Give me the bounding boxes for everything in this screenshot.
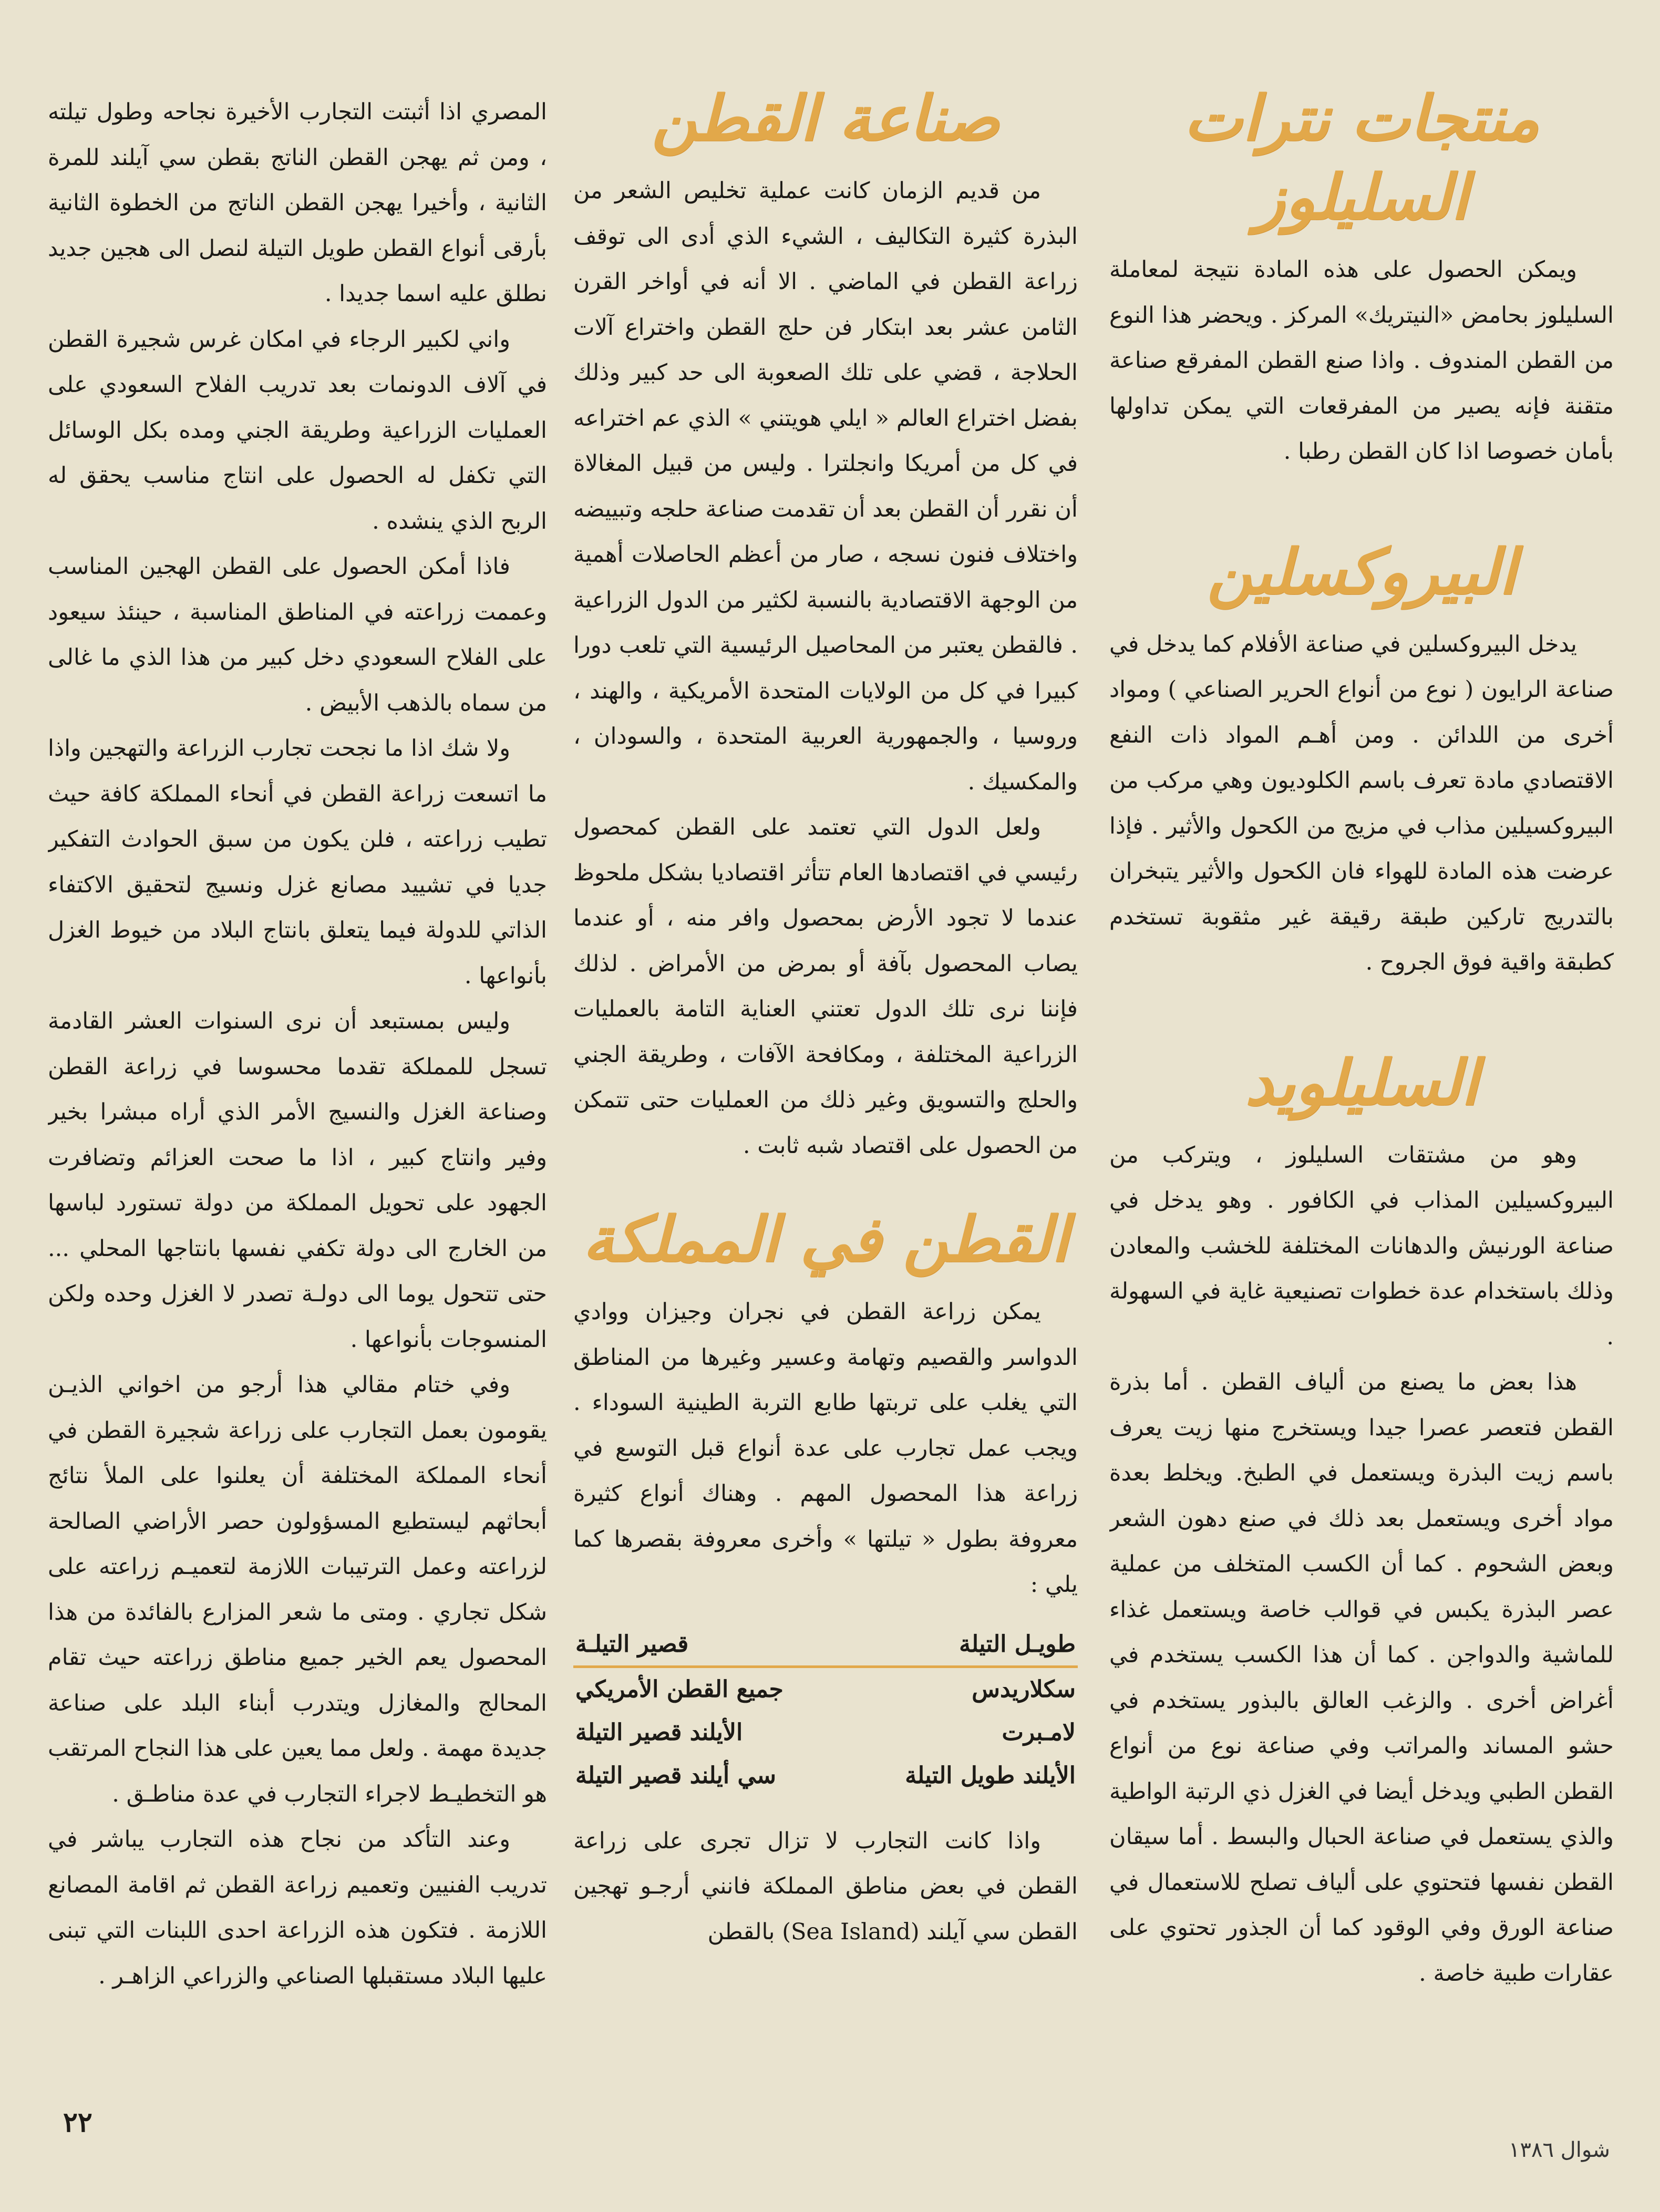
paragraph: وفي ختام مقالي هذا أرجو من اخواني الذيـن يقومون بعمل التجارب على زراعة شجيرة القطن في أنحاء المملكة المختلفة أن يعلنوا على الملأ نتائج أبحاثهم ليستطيع المسؤولون حصر الأراضي الصالحة لزراعته وعمل الترتيبات اللازمة لتعميـم زراعته على شكل تجاري . ومتى ما شعر المزارع بالفائدة من هذا المحصول يعم الخير جميع مناطق زراعته حيث تقام المحالج والمغازل ويتدرب أبناء البلد على صناعة جديدة مهمة . ولعل مما يعين على هذا النجاح المرتقب هو التخطيـط لاجراء التجارب في عدة مناطـق . [48,1372,547,1807]
paragraph: فاذا أمكن الحصول على القطن الهجين المناسب وعممت زراعته في المناطق المناسبة ، حينئذ سيعود على الفلاح السعودي دخل كبير من هذا الذي ما غالى من سماه بالذهب الأبيض . [48,553,547,716]
table-cell: سي أيلند قصير التيلة [575,1762,776,1789]
paragraph: يدخل البيروكسلين في صناعة الأفلام كما يدخل في صناعة الرايون ( نوع من أنواع الحرير الصناعي ) ومواد أخرى من اللدائن . ومن أهـم المواد ذات النفع الاقتصادي مادة تعرف باسم الكلوديون وهي مركب من البيروكسيلين مذاب في مزيج من الكحول والأثير . فإذا عرضت هذه المادة للهواء فان الكحول والأثير يتبخران بالتدريج تاركين طبقة رقيقة غير مثقوبة تستخدم كطبقة واقية فوق الجروح . [1109,631,1614,975]
table-header-short-staple: قصير التيلـة [575,1630,689,1658]
table-cell: جميع القطن الأمريكي [575,1675,783,1703]
table-cell: سكلاريدس [972,1675,1076,1703]
heading-nitrocellulose-products: منتجات نترات السليلوز [1183,89,1540,233]
table-row [573,1666,1078,1711]
column-left [48,89,547,2091]
paragraph: واذا كانت التجارب لا تزال تجرى على زراعة القطن في بعض مناطق المملكة فانني أرجـو تهجين القطن سي آيلند (Sea Island) بالقطن [573,1827,1078,1945]
paragraph: من قديم الزمان كانت عملية تخليص الشعر من البذرة كثيرة التكاليف ، الشيء الذي أدى الى توقف زراعة القطن في الماضي . الا أنه في أواخر القرن الثامن عشر بعد ابتكار فن حلج القطن واختراع آلات الحلاجة ، قضي على تلك الصعوبة الى حد كبير وذلك بفضل اختراع العالم « ايلي هويتني » الذي عم اختراعه في كل من أمريكا وانجلترا . وليس من قبيل المغالاة أن نقرر أن القطن بعد أن تقدمت صناعة حلجه وتبييضه واختلاف فنون نسجه ، صار من أعظم الحاصلات أهمية من الوجهة الاقتصادية بالنسبة لكثير من الدول الزراعية . فالقطن يعتبر من المحاصيل الرئيسية التي تلعب دورا كبيرا في كل من الولايات المتحدة الأمريكية ، والهند ، وروسيا ، والجمهورية العربية المتحدة ، والسودان ، والمكسيك . [573,178,1078,795]
table-row [573,1754,1078,1797]
heading-celluloid: السليلويد [1245,1045,1478,1119]
column-right [1109,89,1614,2091]
paragraph: واني لكبير الرجاء في امكان غرس شجيرة القطن في آلاف الدونمات بعد تدريب الفلاح السعودي على العمليات الزراعية وطريقة الجني ومده بكل الوسائل التي تكفل له الحصول على انتاج مناسب يحقق له الربح الذي ينشده . [48,326,547,534]
paragraph: وليس بمستبعد أن نرى السنوات العشر القادمة تسجل للمملكة تقدما محسوسا في زراعة القطن وصناعة الغزل والنسيج الأمر الذي أراه مبشرا بخير وفير وانتاج كبير ، اذا ما صحت العزائم وتضافرت الجهود على تحويل المملكة من دولة تستورد لباسها من الخارج الى دولة تكفي نفسها بانتاجها المحلي ... حتى تتحول يوما الى دولـة تصدر لا الغزل وحده ولكن المنسوجات بأنواعها . [48,1008,547,1353]
paragraph: وهو من مشتقات السليلوز ، ويتركب من البيروكسيلين المذاب في الكافور . وهو يدخل في صناعة الورنيش والدهانات المختلفة للخشب والمعادن وذلك باستخدام عدة خطوات تصنيعية غاية في السهولة . [1109,1141,1614,1350]
table-cell: لامـبرت [1002,1719,1076,1746]
paragraph: هذا بعض ما يصنع من ألياف القطن . أما بذرة القطن فتعصر عصرا جيدا ويستخرج منها زيت يعرف باسم زيت البذرة ويستعمل في الطبخ. ويخلط بعدة مواد أخرى ويستعمل بعد ذلك في صنع دهون الشعر وبعض الشحوم . كما أن الكسب المتخلف من عملية عصر البذرة يكبس في قوالب خاصة ويستعمل غذاء للماشية والدواجن . كما أن هذا الكسب يستخدم في أغراض أخرى . والزغب العالق بالبذور يستخدم في حشو المساند والمراتب وفي صناعة نوع من أنواع القطن الطبي ويدخل أيضا في الغزل ذي الرتبة الواطية والذي يستعمل في صناعة الحبال والبسط . أما سيقان القطن نفسها فتحتوي على ألياف تصلح للاستعمال في صناعة الورق وفي الوقود كما أن الجذور تحتوي على عقارات طبية خاصة . [1109,1369,1614,1987]
issue-date: شوال ١٣٨٦ [1508,2138,1610,2162]
heading-pyroxylin: البيروكسلين [1207,534,1516,608]
paragraph: ويمكن الحصول على هذه المادة نتيجة لمعاملة السليلوز بحامض «النيتريك» المركز . ويحضر هذا النوع من القطن المندوف . واذا صنع القطن المفرقع صناعة متقنة فإنه يصير من المفرقعات التي يمكن تداولها بأمان خصوصا اذا كان القطن رطبا . [1109,256,1614,465]
paragraph: ولا شك اذا ما نجحت تجارب الزراعة والتهجين واذا ما اتسعت زراعة القطن في أنحاء المملكة كافة حيث تطيب زراعته ، فلن يكون من سبق الحوادث التفكير جديا في تشييد مصانع غزل ونسيج لتحقيق الاكتفاء الذاتي للدولة فيما يتعلق بانتاج البلاد من خيوط الغزل بأنواعها . [48,735,547,989]
heading-cotton-industry: صناعة القطن [652,89,999,155]
paragraph: وعند التأكد من نجاح هذه التجارب يباشر في تدريب الفنيين وتعميم زراعة القطن ثم اقامة المصانع اللازمة . فتكون هذه الزراعة احدى اللبنات التي تبنى عليها البلاد مستقبلها الصناعي والزراعي الزاهـر . [48,1826,547,1989]
column-middle [573,89,1078,2091]
paragraph: المصري اذا أثبتت التجارب الأخيرة نجاحه وطول تيلته ، ومن ثم يهجن القطن الناتج بقطن سي آيلند للمرة الثانية ، وأخيرا يهجن القطن الناتج من الخطوة الثانية بأرقى أنواع القطن طويل التيلة لنصل الى هجين جديد نطلق عليه اسما جديدا . [48,99,547,307]
table-header-long-staple: طويـل التيلة [959,1630,1076,1658]
table-cell: الأيلند قصير التيلة [575,1719,743,1746]
cotton-varieties-table [573,1623,1078,1797]
table-cell: الأيلند طويل التيلة [905,1762,1076,1789]
page-number: ٢٢ [63,2106,92,2138]
paragraph: يمكن زراعة القطن في نجران وجيزان ووادي الدواسر والقصيم وتهامة وعسير وغيرها من المناطق التي يغلب على تربتها طابع التربة الطينية السوداء . ويجب عمل تجارب على عدة أنواع قبل التوسع في زراعة هذا المحصول المهم . وهناك أنواع كثيرة معروفة بطول « تيلتها » وأخرى معروفة بقصرها كما يلي : [573,1299,1078,1598]
table-row [573,1711,1078,1754]
paragraph: ولعل الدول التي تعتمد على القطن كمحصول رئيسي في اقتصادها العام تتأثر اقتصاديا بشكل ملحوظ عندما لا تجود الأرض بمحصول وافر منه ، أو عندما يصاب المحصول بآفة أو بمرض من الأمراض . لذلك فإننا نرى تلك الدول تعتني العناية التامة بالعمليات الزراعية المختلفة ، ومكافحة الآفات ، وطريقة الجني والحلج والتسويق وغير ذلك من العمليات حتى تتمكن من الحصول على اقتصاد شبه ثابت . [573,814,1078,1159]
heading-cotton-in-kingdom: القطن في المملكة [582,1202,1069,1275]
